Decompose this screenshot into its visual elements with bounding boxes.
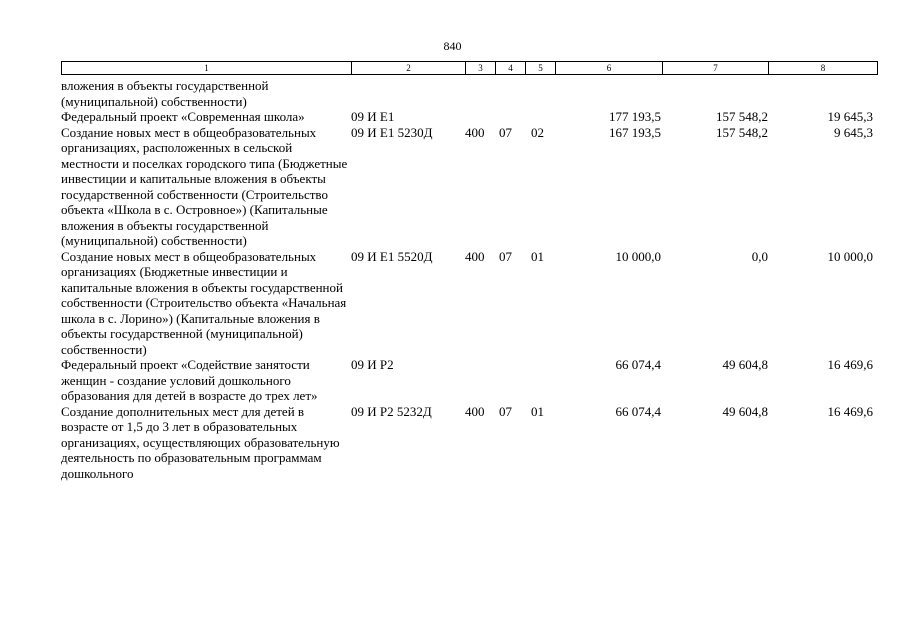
row-pr: 01 — [531, 403, 544, 419]
row-sum-3: 16 469,6 — [827, 403, 873, 419]
row-sum-3: 9 645,3 — [834, 124, 873, 140]
row-sum-2: 49 604,8 — [722, 403, 768, 419]
table-row — [61, 404, 878, 482]
table-row — [61, 249, 878, 358]
header-col-8: 8 — [820, 63, 826, 73]
row-code: 09 И Е1 — [351, 109, 395, 124]
header-col-1: 1 — [62, 62, 352, 74]
table-header-row — [61, 61, 878, 75]
row-sum-1: 167 193,5 — [609, 124, 661, 140]
row-sum-2: 157 548,2 — [716, 109, 768, 124]
row-sum-2: 0,0 — [751, 248, 768, 264]
header-col-2: 2 — [352, 62, 466, 74]
row-name: Создание новых мест в общеобразовательных организациях, расположенных в сельской местности и поселках городского типа (Бюджетные инвестиции и капитальные вложения в объекты государственной собственности (Строительство объекта «Школа в с. Островное») (Капитальные вложения в объекты государственной (муниципальной) собственности) — [61, 124, 348, 248]
row-sum-1: 10 000,0 — [615, 248, 661, 264]
row-sum-1: 66 074,4 — [615, 357, 661, 372]
row-sum-2: 49 604,8 — [722, 357, 768, 372]
row-code: 09 И Р2 5232Д — [351, 403, 432, 419]
row-vr: 400 — [465, 248, 485, 264]
table-row — [61, 357, 878, 404]
row-name: Создание дополнительных мест для детей в возрасте от 1,5 до 3 лет в образовательных организациях, осуществляющих образовательную деятельность по образовательным программам дошкольного — [61, 403, 340, 481]
row-name: Федеральный проект «Современная школа» — [61, 109, 305, 124]
row-code: 09 И Е1 5520Д — [351, 248, 433, 264]
row-name: Создание новых мест в общеобразовательных организациях (Бюджетные инвестиции и капитальные вложения в объекты государственной собственности (Строительство объекта «Начальная школа в с. Лорино») (Капитальные вложения в объекты государственной (муниципальной) собственности) — [61, 248, 347, 357]
table-row — [61, 125, 878, 249]
row-code: 09 И Р2 — [351, 357, 394, 372]
header-col-4: 4 — [496, 62, 526, 74]
page-number: 840 — [443, 39, 462, 53]
table-body — [61, 78, 878, 481]
header-col-6: 6 — [556, 62, 663, 74]
row-sum-3: 19 645,3 — [827, 109, 873, 124]
row-name: Федеральный проект «Содействие занятости женщин - создание условий дошкольного образования для детей в возрасте до трех лет» — [61, 357, 318, 403]
row-rz: 07 — [499, 124, 512, 140]
header-col-7: 7 — [663, 62, 769, 74]
table-row — [61, 109, 878, 125]
row-code: 09 И Е1 5230Д — [351, 124, 433, 140]
row-pr: 01 — [531, 248, 544, 264]
row-sum-3: 16 469,6 — [827, 357, 873, 372]
row-vr: 400 — [465, 124, 485, 140]
row-vr: 400 — [465, 403, 485, 419]
row-name: вложения в объекты государственной (муниципальной) собственности) — [61, 78, 269, 109]
row-sum-1: 177 193,5 — [609, 109, 661, 124]
row-sum-2: 157 548,2 — [716, 124, 768, 140]
table-row — [61, 78, 878, 109]
row-sum-1: 66 074,4 — [615, 403, 661, 419]
header-col-5: 5 — [526, 62, 556, 74]
row-rz: 07 — [499, 403, 512, 419]
header-col-3: 3 — [466, 62, 496, 74]
row-sum-3: 10 000,0 — [827, 248, 873, 264]
row-pr: 02 — [531, 124, 544, 140]
row-rz: 07 — [499, 248, 512, 264]
